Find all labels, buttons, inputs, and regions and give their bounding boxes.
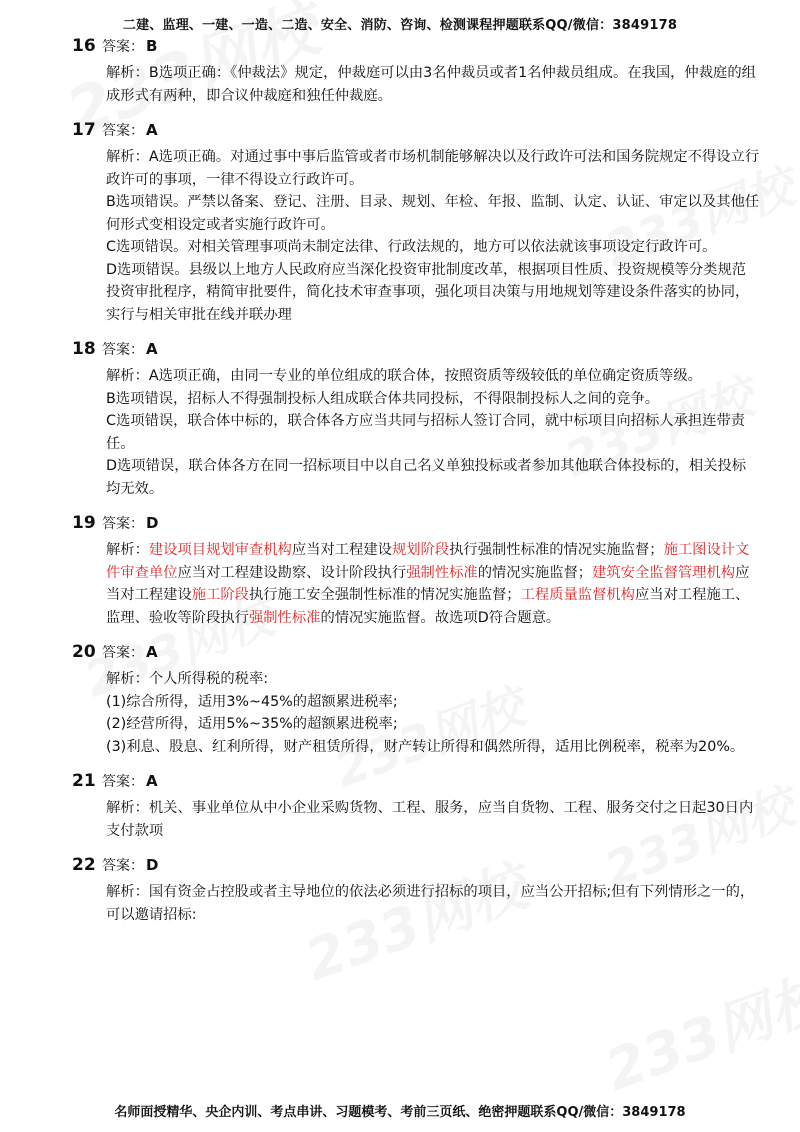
highlight-segment: 施工阶段 bbox=[191, 587, 249, 603]
question-20 bbox=[72, 642, 760, 758]
answer-value: B bbox=[146, 37, 158, 55]
highlight-segment: 建筑安全监督管理机构 bbox=[592, 564, 736, 581]
explanation-line: D选项错误。县级以上地方人民政府应当深化投资审批制度改革，根据项目性质、投资规模等分类规范投资审批程序，精简审批要件，简化技术审查事项，强化项目决策与用地规划等建设条件落实的协同，实行与相关审批在线并联办理 bbox=[106, 261, 750, 323]
text-segment: 的情况实施监督。故选项D符合题意。 bbox=[320, 609, 561, 626]
question-number: 20 bbox=[72, 642, 96, 662]
answer-label: 答案： bbox=[102, 858, 144, 874]
explanation-line: B选项错误。严禁以备案、登记、注册、目录、规划、年检、年报、监制、认定、认证、审定以及其他任何形式变相设定或者实施行政许可。 bbox=[106, 194, 760, 233]
highlight-segment: 建设项目规划审查机构 bbox=[148, 542, 292, 558]
explanation bbox=[76, 797, 760, 842]
explanation-line: 解析：A选项正确。对通过事中事后监管或者市场机制能够解决以及行政许可法和国务院规定不得设立行政许可的事项，一律不得设立行政许可。 bbox=[106, 149, 760, 188]
explanation-line: (1)综合所得，适用3%~45%的超额累进税率; bbox=[106, 693, 398, 710]
explanation-line: 解析：国有资金占控股或者主导地位的依法必须进行招标的项目，应当公开招标;但有下列情形之一的，可以邀请招标: bbox=[106, 884, 755, 923]
answer-value: A bbox=[146, 772, 158, 790]
answer-value: A bbox=[146, 121, 158, 139]
explanation-line: B选项错误，招标人不得强制投标人组成联合体共同投标，不得限制投标人之间的竞争。 bbox=[106, 390, 660, 407]
explanation-line: 解析：机关、事业单位从中小企业采购货物、工程、服务，应当自货物、工程、服务交付之日起30日内支付款项 bbox=[106, 800, 754, 839]
answer-value: A bbox=[146, 643, 158, 661]
explanation bbox=[76, 881, 760, 926]
answer-value: D bbox=[146, 514, 159, 532]
highlight-segment: 强制性标准 bbox=[406, 564, 478, 581]
explanation bbox=[76, 668, 760, 758]
answer-value: D bbox=[146, 856, 159, 874]
explanation bbox=[76, 365, 760, 500]
explanation-line: (2)经营所得，适用5%~35%的超额累进税率; bbox=[106, 716, 398, 732]
answer-label: 答案： bbox=[102, 774, 144, 790]
explanation-line: 解析：A选项正确，由同一专业的单位组成的联合体，按照资质等级较低的单位确定资质等级。 bbox=[106, 368, 702, 384]
page-header: 二建、监理、一建、一造、二造、安全、消防、咨询、检测课程押题联系QQ/微信：3849178 bbox=[122, 18, 678, 33]
question-16 bbox=[72, 36, 760, 107]
explanation-line: (3)利息、股息、红利所得，财产租赁所得，财产转让所得和偶然所得，适用比例税率，税率为20%。 bbox=[106, 738, 745, 755]
highlight-segment: 工程质量监督机构 bbox=[520, 587, 635, 603]
explanation-line: 解析：B选项正确：《仲裁法》规定，仲裁庭可以由3名仲裁员或者1名仲裁员组成。在我国，仲裁庭的组成形式有两种，即合议仲裁庭和独任仲裁庭。 bbox=[106, 65, 756, 104]
question-number: 19 bbox=[72, 513, 96, 533]
text-segment: 应当对工程施工、监理、验收等阶段执行 bbox=[106, 587, 750, 626]
answer-label: 答案： bbox=[102, 39, 144, 55]
answer-label: 答案： bbox=[102, 123, 144, 139]
answer-list bbox=[72, 36, 760, 939]
explanation bbox=[76, 539, 760, 629]
question-21 bbox=[72, 771, 760, 842]
answer-label: 答案： bbox=[102, 516, 144, 532]
answer-value: A bbox=[146, 340, 158, 358]
explanation-line: C选项错误，联合体中标的，联合体各方应当共同与招标人签订合同，就中标项目向招标人承担连带责任。 bbox=[106, 413, 746, 452]
explanation bbox=[76, 146, 760, 326]
watermark bbox=[593, 953, 800, 1106]
answer-label: 答案： bbox=[102, 645, 144, 661]
question-18 bbox=[72, 339, 760, 500]
page-footer: 名师面授精华、央企内训、考点串讲、习题模考、考前三页纸、绝密押题联系QQ/微信：3849178 bbox=[114, 1105, 686, 1120]
text-segment: 解析： bbox=[106, 542, 149, 558]
text-segment: 应当对工程建设勘察、设计阶段执行 bbox=[177, 564, 407, 581]
question-22 bbox=[72, 855, 760, 926]
answer-label: 答案： bbox=[102, 342, 144, 358]
text-segment: 应当对工程建设 bbox=[291, 542, 392, 558]
explanation bbox=[76, 62, 760, 107]
question-number: 21 bbox=[72, 771, 96, 791]
text-segment: 执行强制性标准的情况实施监督； bbox=[449, 542, 664, 558]
explanation-line: 解析：个人所得税的税率: bbox=[106, 671, 269, 687]
question-number: 17 bbox=[72, 120, 96, 140]
question-number: 22 bbox=[72, 855, 96, 875]
text-segment: 的情况实施监督； bbox=[477, 564, 593, 581]
text-segment: 应当对工程建设 bbox=[106, 564, 750, 603]
explanation-line: C选项错误。对相关管理事项尚未制定法律、行政法规的，地方可以依法就该事项设定行政许可。 bbox=[106, 239, 717, 255]
highlight-segment: 施工图设计文件审查单位 bbox=[106, 542, 750, 581]
question-19 bbox=[72, 513, 760, 629]
text-segment: 执行施工安全强制性标准的情况实施监督； bbox=[248, 587, 521, 603]
question-number: 16 bbox=[72, 36, 96, 56]
explanation-line: D选项错误，联合体各方在同一招标项目中以自己名义单独投标或者参加其他联合体投标的，相关投标均无效。 bbox=[106, 458, 747, 497]
explanation-rich bbox=[106, 539, 760, 629]
question-17 bbox=[72, 120, 760, 326]
highlight-segment: 规划阶段 bbox=[391, 542, 450, 558]
highlight-segment: 强制性标准 bbox=[248, 609, 321, 626]
question-number: 18 bbox=[72, 339, 96, 359]
